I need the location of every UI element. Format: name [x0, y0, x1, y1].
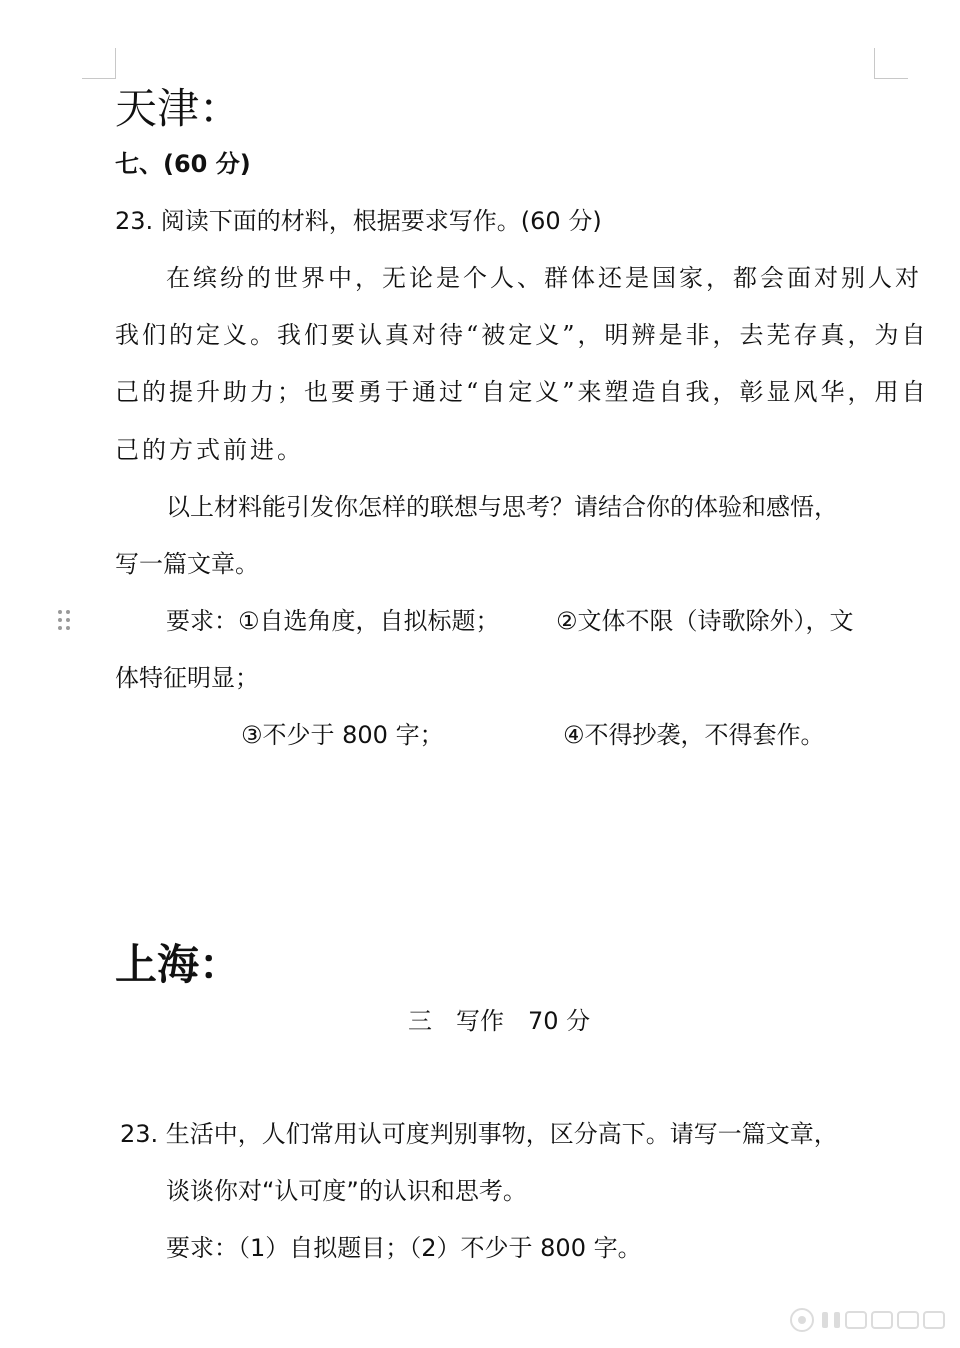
tianjin-requirement-3b: ④不得抄袭，不得套作。 — [563, 721, 825, 749]
page-corner-top-right — [874, 48, 908, 79]
tianjin-material-line-1: 在缤纷的世界中，无论是个人、群体还是国家，都会面对别人对 — [166, 264, 922, 292]
tianjin-requirement-1b: ②文体不限（诗歌除外），文 — [556, 607, 854, 635]
drag-handle-icon[interactable] — [58, 610, 72, 632]
tianjin-question: 23. 阅读下面的材料，根据要求写作。(60 分) — [115, 207, 602, 235]
tianjin-material-line-2: 我们的定义。我们要认真对待“被定义”，明辨是非，去芜存真，为自 — [115, 321, 929, 349]
tianjin-requirement-1a: 要求：①自选角度，自拟标题； — [166, 607, 500, 635]
tianjin-material-line-4: 己的方式前进。 — [115, 436, 304, 464]
tianjin-section-title: 七、(60 分) — [115, 150, 251, 178]
shanghai-question-line-1: 23. 生活中，人们常用认可度判别事物，区分高下。请写一篇文章， — [120, 1120, 838, 1148]
tianjin-requirement-2: 体特征明显； — [115, 664, 259, 692]
shanghai-section-title: 三 写作 70 分 — [408, 1007, 591, 1035]
tianjin-material-line-3: 己的提升助力；也要勇于通过“自定义”来塑造自我，彰显风华，用自 — [115, 378, 929, 406]
shanghai-requirements: 要求：（1）自拟题目；（2）不少于 800 字。 — [166, 1234, 642, 1262]
shanghai-question-line-2: 谈谈你对“认可度”的认识和思考。 — [166, 1177, 527, 1205]
tianjin-heading: 天津： — [115, 84, 242, 133]
tianjin-requirement-3a: ③不少于 800 字； — [241, 721, 444, 749]
watermark-logo — [788, 1306, 948, 1334]
tianjin-prompt-line-2: 写一篇文章。 — [115, 550, 259, 578]
shanghai-heading: 上海： — [115, 940, 242, 989]
page-corner-top-left — [82, 48, 116, 79]
tianjin-prompt-line-1: 以上材料能引发你怎样的联想与思考？请结合你的体验和感悟， — [166, 493, 838, 521]
